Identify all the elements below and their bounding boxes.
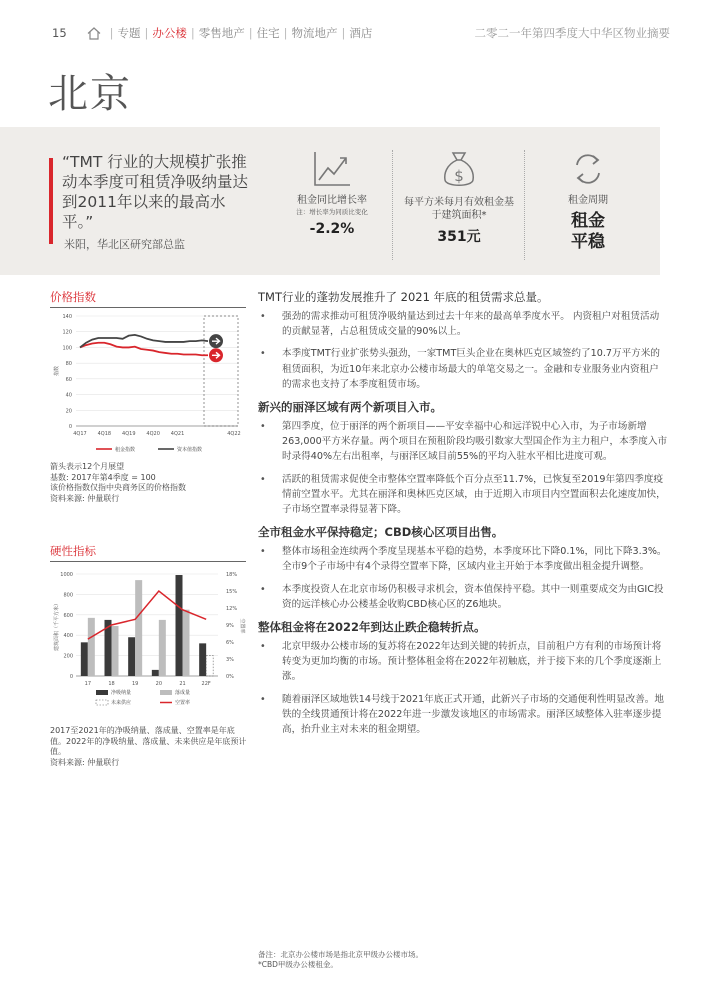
price-index-caption: [50, 462, 250, 504]
y-tick-label: 20: [65, 408, 72, 415]
y-tick-label: 200: [63, 653, 73, 660]
legend-label: 未来供应: [111, 700, 132, 706]
commentary: [258, 289, 668, 744]
bullet-item: • 活跃的租赁需求促使全市整体空置率降低个百分点至11.7%，已恢复至2019年第四季度疫情前空置水平。尤其在丽泽和奥林匹克区域，由于近期入市项目内空置面积去化速度加快，子市场空置率录得显著下降。: [258, 472, 668, 518]
nav-item[interactable]: 办公楼: [152, 26, 187, 40]
bullet-item: • 本季度投资人在北京市场仍积极寻求机会，资本值保持平稳。其中一则重要成交为由GIC投资的远洋核心办公楼基金收购CBD核心区的Z6地块。: [258, 582, 668, 612]
y2-tick-label: 9%: [226, 623, 234, 629]
line-chart-icon: [312, 150, 352, 188]
stat-label: 每平方米每月有效租金基于建筑面积*: [404, 197, 514, 221]
footnote-line: *CBD甲级办公楼租金。: [258, 960, 338, 969]
caption-line: 基数: 2017年第4季度 = 100: [50, 472, 156, 482]
y-tick-label: 0: [69, 674, 73, 680]
legend-label: 资本值指数: [177, 447, 203, 453]
money-bag-icon: [442, 150, 476, 190]
section-heading: 全市租金水平保持稳定；CBD核心区项目出售。: [258, 525, 504, 540]
legend-label: 租金指数: [115, 447, 136, 453]
x-tick-label: 4Q17: [73, 431, 87, 437]
nav-separator: |: [190, 26, 195, 40]
fundamentals-caption: [50, 726, 250, 768]
y2-tick-label: 18%: [226, 572, 238, 578]
y-tick-label: 40: [65, 392, 72, 399]
y2-axis-label: 空置率: [239, 618, 245, 634]
y-tick-label: 800: [63, 592, 73, 599]
stat-note: 注：增长率为同质比变化: [296, 208, 368, 216]
footnote: [258, 950, 423, 970]
bar-completions: [88, 618, 95, 676]
x-tick-label: 4Q22: [227, 431, 241, 437]
caption-line: 2017至2021年的净吸纳量、落成量、空置率是年底值。2022年的净吸纳量、落成量、未来供应是年底预计值。: [50, 726, 247, 756]
nav-separator: |: [109, 26, 114, 40]
section-heading: 新兴的丽泽区域有两个新项目入市。: [258, 400, 442, 415]
stat-effective-rent: [400, 150, 518, 246]
quote-text: “TMT 行业的大规模扩张推动本季度可租赁净吸纳量达到2011年以来的最高水平。”: [62, 153, 249, 231]
bar-net-absorption: [199, 643, 206, 676]
stat-divider: [524, 150, 525, 260]
bullet-item: • 第四季度，位于丽泽的两个新项目——平安幸福中心和远洋锐中心入市，为子市场新增263,000平方米存量。两个项目在预租阶段均吸引数家大型国企作为主力租户，本季度入市时录得40%左右出租率，与丽泽区域目前55%的平均入驻水平相比进度可观。: [258, 419, 668, 465]
legend-label: 净吸纳量: [111, 690, 132, 696]
top-nav-bar: [52, 24, 670, 42]
nav-item[interactable]: 零售地产: [198, 26, 245, 40]
nav-item[interactable]: 酒店: [349, 26, 373, 40]
section-heading: TMT行业的蓬勃发展推升了 2021 年底的租赁需求总量。: [258, 290, 549, 304]
forecast-box: [204, 316, 238, 426]
x-tick-label: 17: [84, 681, 92, 687]
nav-item[interactable]: 专题: [117, 26, 141, 40]
stat-value: 租金平稳: [571, 211, 605, 252]
price-index-chart: [50, 308, 250, 456]
fundamentals-chart: [50, 566, 250, 716]
stat-label: 租金同比增长率: [297, 195, 367, 206]
y-tick-label: 1000: [60, 572, 73, 578]
nav-item[interactable]: 住宅: [256, 26, 280, 40]
y-axis-label: 指数: [54, 365, 60, 377]
legend-label: 落成量: [175, 690, 191, 696]
caption-line: 资料来源: 仲量联行: [50, 493, 120, 503]
y-tick-label: 60: [65, 376, 72, 383]
bullet-item: • 北京甲级办公楼市场的复苏将在2022年达到关键的转折点，目前租户方有利的市场预计将转变为更加均衡的市场。预计整体租金将在2022年初触底，并于接下来的几个季度逐渐上涨。: [258, 639, 668, 685]
legend-swatch: [96, 690, 108, 695]
bullet-list: [258, 309, 668, 392]
bar-completions: [159, 620, 166, 676]
quote-source: 米阳，华北区研究部总监: [64, 238, 185, 251]
x-tick-label: 4Q18: [97, 431, 112, 437]
legend-swatch: [160, 690, 172, 695]
stat-label: 租金周期: [568, 195, 608, 206]
x-tick-label: 18: [108, 681, 115, 687]
section-nav: [107, 25, 374, 41]
y-tick-label: 140: [62, 314, 72, 320]
bar-completions: [135, 580, 142, 676]
price-index-heading: 价格指数: [50, 289, 246, 308]
stat-rent-growth: [276, 150, 388, 237]
y2-tick-label: 12%: [226, 606, 238, 612]
page-number: 15: [52, 26, 67, 40]
caption-line: 资料来源: 仲量联行: [50, 757, 120, 767]
x-tick-label: 21: [179, 681, 186, 687]
caption-line: 箭头表示12个月展望: [50, 462, 125, 471]
x-tick-label: 19: [131, 681, 139, 687]
bar-net-absorption: [128, 637, 135, 676]
y-tick-label: 120: [62, 329, 72, 336]
quote-accent-bar: [49, 158, 53, 244]
nav-item[interactable]: 物流地产: [291, 26, 338, 40]
nav-separator: |: [248, 26, 253, 40]
bar-net-absorption: [81, 642, 88, 676]
y2-tick-label: 15%: [226, 589, 238, 595]
caption-line: 该价格指数仅指中央商务区的价格指数: [50, 483, 186, 492]
series-line: [80, 335, 208, 348]
y2-tick-label: 0%: [226, 674, 234, 680]
x-tick-label: 4Q20: [146, 431, 160, 437]
x-tick-label: 20: [155, 681, 163, 687]
city-title: 北京: [48, 71, 132, 117]
y-tick-label: 400: [63, 633, 73, 640]
y-tick-label: 0: [68, 424, 72, 430]
footnote-line: 备注：北京办公楼市场是指北京甲级办公楼市场。: [258, 950, 423, 959]
bar-net-absorption: [176, 575, 183, 676]
legend-label: 空置率: [175, 700, 191, 706]
y-tick-label: 100: [62, 345, 72, 352]
bar-completions: [183, 610, 190, 676]
stat-value: 351元: [437, 229, 481, 245]
series-line: [80, 343, 208, 356]
legend-swatch: [96, 700, 108, 705]
y-tick-label: 600: [63, 612, 73, 619]
x-tick-label: 4Q21: [170, 431, 185, 437]
document-title: 二零二一年第四季度大中华区物业摘要: [474, 26, 670, 40]
bullet-list: [258, 639, 668, 737]
nav-separator: |: [283, 26, 288, 40]
y-axis-label: 建筑面积（千平方米）: [54, 600, 60, 652]
bar-net-absorption: [152, 670, 159, 676]
bullet-item: • 随着丽泽区域地铁14号线于2021年底正式开通，此新兴子市场的交通便利性明显改善。地铁的全线贯通预计将在2022年进一步激发该地区的市场需求。丽泽区域整体入驻率逐步提高，抬升业主对未来的租金期望。: [258, 692, 668, 738]
section-heading: 整体租金将在2022年到达止跌企稳转折点。: [258, 620, 486, 635]
bullet-item: • 强劲的需求推动可租赁净吸纳量达到过去十年来的最高单季度水平。 内资租户对租赁活动的贡献显著，占总租赁成交量的90%以上。: [258, 309, 668, 339]
stat-divider: [392, 150, 393, 260]
x-tick-label: 4Q19: [122, 431, 136, 437]
y2-tick-label: 3%: [226, 657, 234, 663]
nav-separator: |: [144, 26, 149, 40]
bar-completions: [112, 626, 119, 676]
bullet-list: [258, 419, 668, 517]
svg-text:$: $: [454, 167, 464, 185]
bar-future-supply: [206, 656, 213, 676]
fundamentals-heading: 硬性指标: [50, 543, 246, 562]
stat-value: -2.2%: [309, 221, 355, 237]
x-tick-label: 22F: [201, 681, 211, 687]
y2-tick-label: 6%: [226, 640, 234, 646]
bullet-item: • 本季度TMT行业扩张势头强劲，一家TMT巨头企业在奥林匹克区域签约了10.7万平方米的租赁面积，为近10年来北京办公楼市场最大的单笔交易之一。金融和专业服务业内资租户的需求也支持了本季度租赁市场。: [258, 346, 668, 392]
stat-rent-cycle: [540, 150, 636, 253]
bullet-list: [258, 544, 668, 612]
home-icon[interactable]: [87, 27, 101, 40]
nav-separator: |: [341, 26, 346, 40]
bullet-item: • 整体市场租金连续两个季度呈现基本平稳的趋势，本季度环比下降0.1%，同比下降3.3%。全市9个子市场中有4个录得空置率下降，区域内业主开始于本季度做出租金提升调整。: [258, 544, 668, 574]
cycle-arrows-icon: [569, 150, 607, 188]
y-tick-label: 80: [65, 361, 72, 368]
